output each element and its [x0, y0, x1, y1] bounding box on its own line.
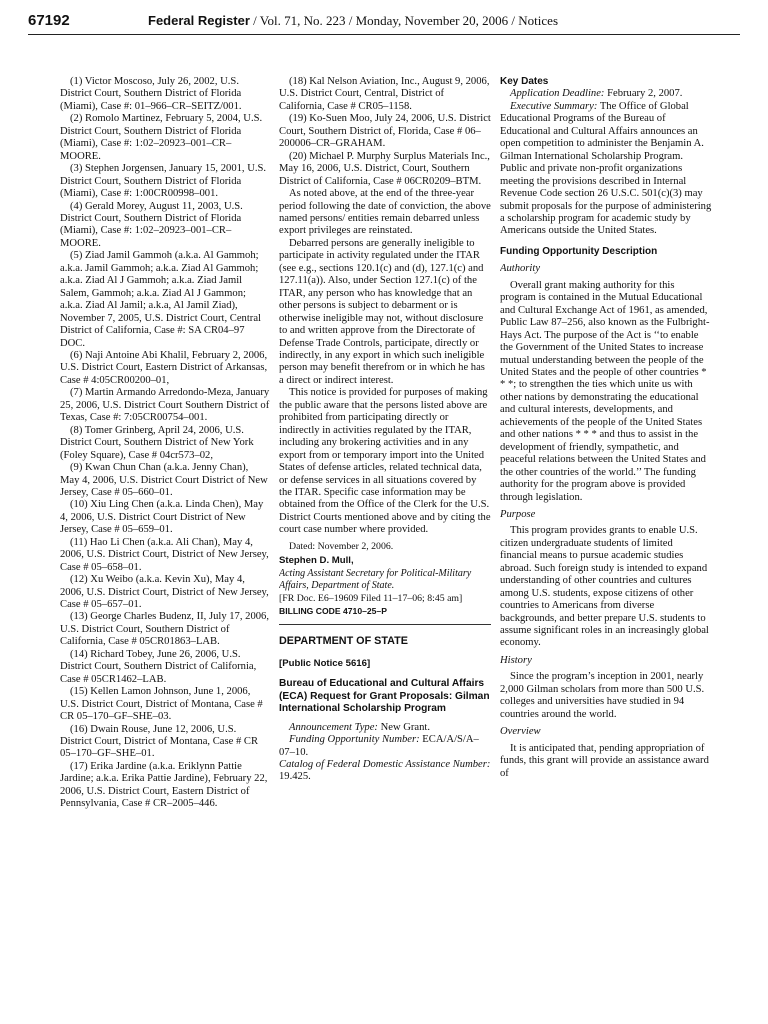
- debarred-entry: (4) Gerald Morey, August 11, 2003, U.S. District Court, Southern District of Florida (Miami), Case #: 1:02–20923–001–CR–MOORE.: [60, 200, 243, 249]
- application-deadline-value: February 2, 2007.: [604, 88, 683, 100]
- signer-title: Acting Assistant Secretary for Political-Military Affairs, Department of State.: [279, 567, 472, 592]
- application-deadline-label: Application Deadline:: [510, 88, 605, 100]
- history-text: Since the program’s inception in 2001, nearly 2,000 Gilman scholars from more than 500 U.S. colleges and universities have studied in 94 countries around the world.: [500, 671, 705, 720]
- signer-name: Stephen D. Mull,: [279, 555, 354, 567]
- debarred-entry: (9) Kwan Chun Chan (a.k.a. Jenny Chan), May 4, 2006, U.S. District Court District of New Jersey, Case # 05–660–01.: [60, 462, 268, 498]
- application-deadline: [500, 88, 712, 100]
- running-head: [148, 13, 558, 29]
- debarred-entry: (5) Ziad Jamil Gammoh (a.k.a. Al Gammoh; a.k.a. Jamil Gammoh; a.k.a. Ziad Al Gammoh; a.k.a. Ziad Al J Gammoh; a.k.a. Ziad Jamil Salem, Gammoh; a.k.a. Ziad Al J Gammon; a.k.a. Ziad Al Jamil; a.k.a, Al Jamil Ziad), November 7, 2005, U.S. District Court, Central District of California, Case #: SA CR04–97 DOC.: [60, 250, 261, 349]
- billing-code: BILLING CODE 4710–25–P: [279, 606, 387, 617]
- key-dates-heading: Key Dates: [500, 76, 549, 87]
- authority-text: Overall grant making authority for this program is contained in the Mutual Educational and Cultural Exchange Act of 1961, as amended, Public Law 87–256, also known as the Fulbright-Hays Act. The purpose of the Act is ‘‘to enable the Government of the United States to increase mutual understanding between the people of the United States and the people of other countries * * *; to strengthen the ties which unite us with other nations by demonstrating the educational and cultural interests, developments, and achievements of the people of the United States and other nations * * * and thus to assist in the development of friendly, sympathetic, and peaceful relations between the United States and the other countries of the world.’’ The funding authority for the program above is provided through legislation.: [500, 279, 710, 503]
- body-paragraph: This notice is provided for purposes of making the public aware that the persons listed above are prohibited from participating directly or indirectly in activities regulated by the ITAR, including any brokering activities and in any export from or temporary import into the United States of defense articles, related technical data, or defense services in all situations covered by the ITAR. Specific case information may be obtained from the Office of the Clerk for the U.S. District Courts mentioned above and by citing the court case number where provided.: [279, 387, 491, 536]
- overview-heading: Overview: [500, 726, 541, 738]
- column-3: [500, 76, 712, 780]
- debarred-entry: (2) Romolo Martinez, February 5, 2004, U.S. District Court, Southern District of Florida (Miami), Case #: 1:02–20923–001–CR–MOORE.: [60, 113, 263, 162]
- page-number: 67192: [28, 12, 70, 29]
- running-head-title: Federal Register: [148, 13, 250, 28]
- body-paragraph: As noted above, at the end of the three-year period following the date of conviction, the above named persons/ entities remain debarred unless export privileges are reinstated.: [279, 188, 491, 237]
- department-heading: DEPARTMENT OF STATE: [279, 635, 408, 648]
- public-notice-number: [Public Notice 5616]: [279, 657, 371, 669]
- debarred-entry: (14) Richard Tobey, June 26, 2006, U.S. District Court, Southern District of California, Case # 05CR1462–LAB.: [60, 648, 257, 685]
- running-head-details: / Vol. 71, No. 223 / Monday, November 20, 2006 / Notices: [249, 13, 559, 28]
- debarred-entry: (12) Xu Weibo (a.k.a. Kevin Xu), May 4, 2006, U.S. District Court, District of New Jersey, Case # 05–657–01.: [60, 574, 269, 611]
- executive-summary-label: Executive Summary:: [510, 100, 598, 112]
- debarred-entry: (11) Hao Li Chen (a.k.a. Ali Chan), May 4, 2006, U.S. District Court, District of New Jersey, Case # 05–658–01.: [60, 536, 269, 573]
- funding-opportunity-number: [279, 734, 491, 759]
- column-2: [279, 76, 491, 784]
- purpose-heading: Purpose: [500, 508, 536, 520]
- funding-opportunity-heading: Funding Opportunity Description: [500, 245, 658, 257]
- debarred-entry: (8) Tomer Grinberg, April 24, 2006, U.S. District Court, Southern District of New York (Foley Square), Case # 04cr573–02,: [60, 424, 254, 461]
- executive-summary-text: The Office of Global Educational Programs of the Bureau of Educational and Cultural Affairs announces an open competition to administer the Benjamin A. Gilman International Scholarship Program. Public and private non-profit organizations meeting the provisions described in Internal Revenue Code section 26 U.S.C. 501(c)(3) may submit proposals for the purpose of administering a scholarship program for academic study by Americans outside the United States.: [500, 100, 712, 237]
- history-heading: History: [500, 654, 532, 666]
- catalog-label: Catalog of Federal Domestic Assistance Number:: [279, 758, 491, 770]
- authority-heading: Authority: [500, 263, 541, 275]
- debarred-entry: (3) Stephen Jorgensen, January 15, 2001, U.S. District Court, Southern District of Florida (Miami), Case #: 1:00CR00998–001.: [60, 163, 267, 200]
- debarred-entry: (19) Ko-Suen Moo, July 24, 2006, U.S. District Court, Southern District of, Florida, Case # 06–200006–CR–GRAHAM.: [279, 113, 491, 150]
- catalog-number: [279, 759, 491, 784]
- announcement-type: [279, 722, 491, 734]
- announcement-type-value: New Grant.: [377, 721, 431, 733]
- overview-text: It is anticipated that, pending appropriation of funds, this grant will provide an assistance award of: [500, 742, 709, 779]
- debarred-entry: (1) Victor Moscoso, July 26, 2002, U.S. District Court, Southern District of Florida (Miami), Case #: 01–966–CR–SEITZ/001.: [60, 76, 242, 112]
- debarred-entry: (17) Erika Jardine (a.k.a. Eriklynn Pattie Jardine; a.k.a. Erika Pattie Jardine), February 22, 2006, U.S. District Court, Eastern District of Pennsylvania, Case # CR–2005–446.: [60, 760, 268, 810]
- debarred-entry: (13) George Charles Budenz, II, July 17, 2006, U.S. District Court, Southern District of California, Case # 05CR01863–LAB.: [60, 611, 269, 648]
- debarred-entry: (6) Naji Antoine Abi Khalil, February 2, 2006, U.S. District Court, Eastern District of Arkansas, Case # 4:05CR00200–01,: [60, 349, 268, 386]
- section-divider: [279, 624, 491, 625]
- catalog-value: 19.425.: [279, 771, 311, 783]
- page-header: [28, 12, 740, 35]
- dated-line: Dated: November 2, 2006.: [289, 540, 394, 552]
- debarred-entry: (16) Dwain Rouse, June 12, 2006, U.S. District Court, District of Montana, Case # CR 05–170–GF–SHE–01.: [60, 723, 259, 760]
- funding-opportunity-value: ECA/A/S/A–07–10.: [279, 734, 479, 758]
- announcement-type-label: Announcement Type:: [289, 721, 378, 733]
- notice-title: Bureau of Educational and Cultural Affairs (ECA) Request for Grant Proposals: Gilman International Scholarship Program: [279, 678, 490, 715]
- debarred-entry: (18) Kal Nelson Aviation, Inc., August 9, 2006, U.S. District Court, Central, District of California, Case # CR05–1158.: [279, 76, 490, 112]
- debarred-entry: (15) Kellen Lamon Johnson, June 1, 2006, U.S. District Court, District of Montana, Case # CR 05–170–GF–SHE–03.: [60, 686, 263, 723]
- debarred-entry: (20) Michael P. Murphy Surplus Materials Inc., May 16, 2006, U.S. District, Court, Southern District of California, Case # 06CR0209–BTM.: [279, 150, 490, 187]
- debarred-entry: (7) Martin Armando Arredondo-Meza, January 25, 2006, U.S. District Court Southern District of Texas, Case #: 7:05CR00754–001.: [60, 387, 270, 424]
- debarred-entry: (10) Xiu Ling Chen (a.k.a. Linda Chen), May 4, 2006, U.S. District Court District of New Jersey, Case # 05–659–01.: [60, 499, 264, 536]
- column-1: [60, 76, 270, 811]
- fr-doc-line: [FR Doc. E6–19609 Filed 11–17–06; 8:45 am]: [279, 592, 463, 604]
- funding-opportunity-label: Funding Opportunity Number:: [289, 734, 420, 746]
- purpose-text: This program provides grants to enable U.S. citizen undergraduate students of limited financial means to pursue academic studies abroad. Such foreign study is intended to expand understanding of other countries and cultures among U.S. students, expose citizens of other countries to Americans from diverse backgrounds, and better prepare U.S. students to assume significant roles in an increasingly global economy.: [500, 525, 709, 649]
- executive-summary: [500, 101, 712, 238]
- body-paragraph: Debarred persons are generally ineligible to participate in activity regulated under the ITAR (see e.g., sections 120.1(c) and (d), 127.1(c) and 127.11(a)). Also, under Section 127.1(c) of the ITAR, any person who has knowledge that an other persons is subject to debarment or is otherwise ineligible may not, without disclosure to and written approve from the Directorate of Defense Trade Controls, participate, directly or indirectly, in any export in which such ineligible person may benefit therefrom or in which he has a direct or indirect interest.: [279, 237, 485, 386]
